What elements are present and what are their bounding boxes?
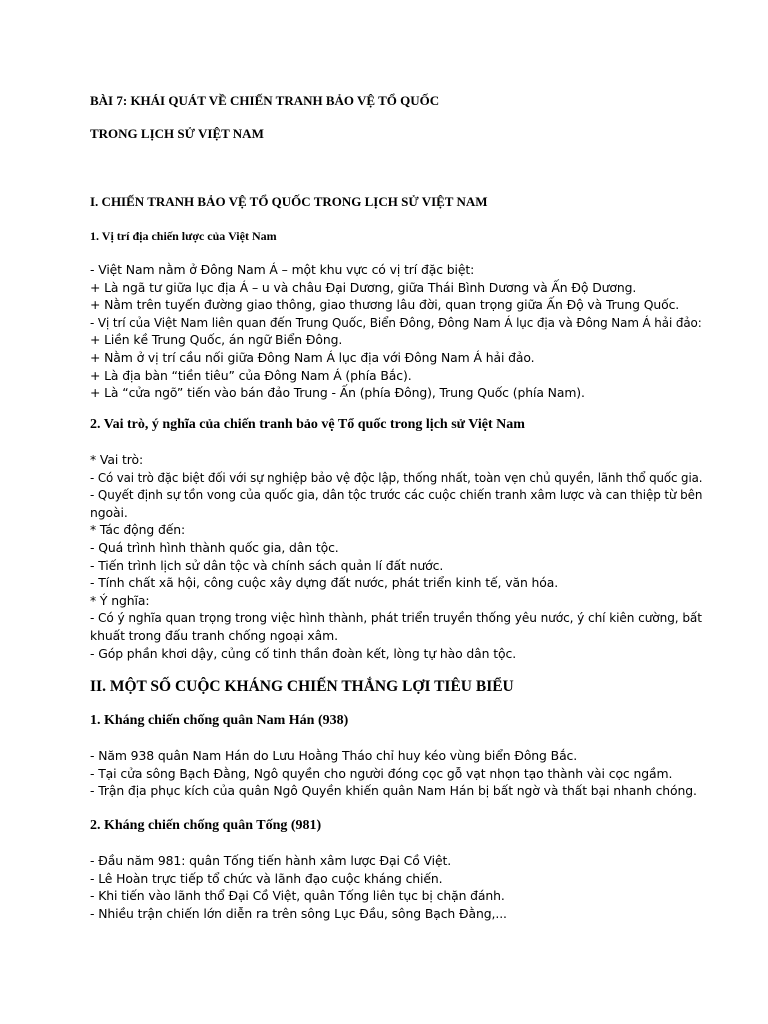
paragraph-line: - Có vai trò đặc biệt đối với sự nghiệp bảo vệ độc lập, thống nhất, toàn vẹn chủ quyền, lãnh thổ quốc gia. bbox=[90, 469, 703, 485]
lesson-title-line2: TRONG LỊCH SỬ VIỆT NAM bbox=[90, 126, 264, 141]
section1-sub1-heading: 1. Vị trí địa chiến lược của Việt Nam bbox=[90, 229, 277, 243]
paragraph-line: + Là địa bàn “tiền tiêu” của Đông Nam Á (phía Bắc). bbox=[90, 367, 412, 383]
paragraph-line: - Trận địa phục kích của quân Ngô Quyền khiến quân Nam Hán bị bất ngờ và thất bại nhanh chóng. bbox=[90, 783, 697, 799]
lesson-title-line1: BÀI 7: KHÁI QUÁT VỀ CHIẾN TRANH BẢO VỆ TỔ QUỐC bbox=[90, 93, 440, 108]
paragraph-line: - Tính chất xã hội, công cuộc xây dựng đất nước, phát triển kinh tế, văn hóa. bbox=[90, 575, 559, 591]
paragraph-line: ngoài. bbox=[90, 504, 128, 520]
paragraph-line: - Quyết định sự tồn vong của quốc gia, dân tộc trước các cuộc chiến tranh xâm lược và can thiệp từ bên bbox=[90, 487, 703, 503]
section1-sub2-body bbox=[90, 451, 703, 662]
paragraph-line: + Là ngã tư giữa lục địa Á – u và châu Đại Dương, giữa Thái Bình Dương và Ấn Độ Dương. bbox=[90, 279, 637, 295]
paragraph-line: - Nhiều trận chiến lớn diễn ra trên sông Lục Đầu, sông Bạch Đằng,... bbox=[90, 905, 507, 921]
paragraph-line: - Lê Hoàn trực tiếp tổ chức và lãnh đạo cuộc kháng chiến. bbox=[90, 870, 443, 886]
paragraph-line: - Việt Nam nằm ở Đông Nam Á – một khu vực có vị trí đặc biệt: bbox=[90, 262, 475, 277]
paragraph-line: * Vai trò: bbox=[90, 452, 144, 467]
section2-sub2-heading: 2. Kháng chiến chống quân Tống (981) bbox=[90, 818, 322, 833]
section2-sub2-body bbox=[90, 852, 700, 922]
paragraph-line: - Có ý nghĩa quan trọng trong việc hình thành, phát triển truyền thống yêu nước, ý chí kiên cường, bất bbox=[90, 610, 702, 626]
paragraph-line: * Ý nghĩa: bbox=[90, 592, 150, 608]
paragraph-line: + Liền kề Trung Quốc, án ngữ Biển Đông. bbox=[90, 332, 343, 348]
paragraph-line: + Nằm ở vị trí cầu nối giữa Đông Nam Á lục địa với Đông Nam Á hải đảo. bbox=[90, 349, 535, 365]
paragraph-line: + Là “cửa ngõ” tiến vào bán đảo Trung - Ấn (phía Đông), Trung Quốc (phía Nam). bbox=[90, 385, 585, 401]
paragraph-line: - Quá trình hình thành quốc gia, dân tộc. bbox=[90, 539, 339, 555]
paragraph-line: - Tiến trình lịch sử dân tộc và chính sách quản lí đất nước. bbox=[90, 557, 444, 573]
section2-heading: II. MỘT SỐ CUỘC KHÁNG CHIẾN THẮNG LỢI TIÊU BIỂU bbox=[90, 678, 514, 695]
paragraph-line: - Tại cửa sông Bạch Đằng, Ngô quyền cho người đóng cọc gỗ vạt nhọn tạo thành vài cọc ngầm. bbox=[90, 765, 673, 781]
paragraph-line: - Khi tiến vào lãnh thổ Đại Cồ Việt, quân Tống liên tục bị chặn đánh. bbox=[90, 888, 505, 904]
paragraph-line: - Góp phần khơi dậy, củng cố tinh thần đoàn kết, lòng tự hào dân tộc. bbox=[90, 645, 517, 661]
paragraph-line: + Nằm trên tuyến đường giao thông, giao thương lâu đời, quan trọng giữa Ấn Độ và Trung Quốc. bbox=[90, 297, 680, 313]
section1-sub2-heading: 2. Vai trò, ý nghĩa của chiến tranh bảo vệ Tổ quốc trong lịch sử Việt Nam bbox=[90, 417, 525, 432]
section1-sub1-body bbox=[90, 261, 700, 402]
section2-sub1-heading: 1. Kháng chiến chống quân Nam Hán (938) bbox=[90, 713, 349, 728]
paragraph-line: - Đầu năm 981: quân Tống tiến hành xâm lược Đại Cồ Việt. bbox=[90, 853, 452, 868]
section2-sub1-body bbox=[90, 747, 700, 800]
paragraph-line: * Tác động đến: bbox=[90, 522, 186, 538]
paragraph-line: - Vị trí của Việt Nam liên quan đến Trung Quốc, Biển Đông, Đông Nam Á lục địa và Đông Nam Á hải đảo: bbox=[90, 314, 702, 330]
paragraph-line: - Năm 938 quân Nam Hán do Lưu Hoằng Tháo chỉ huy kéo vùng biển Đông Bắc. bbox=[90, 748, 578, 763]
section1-heading: I. CHIẾN TRANH BẢO VỆ TỔ QUỐC TRONG LỊCH SỬ VIỆT NAM bbox=[90, 194, 488, 209]
paragraph-line: khuất trong đấu tranh chống ngoại xâm. bbox=[90, 627, 338, 643]
